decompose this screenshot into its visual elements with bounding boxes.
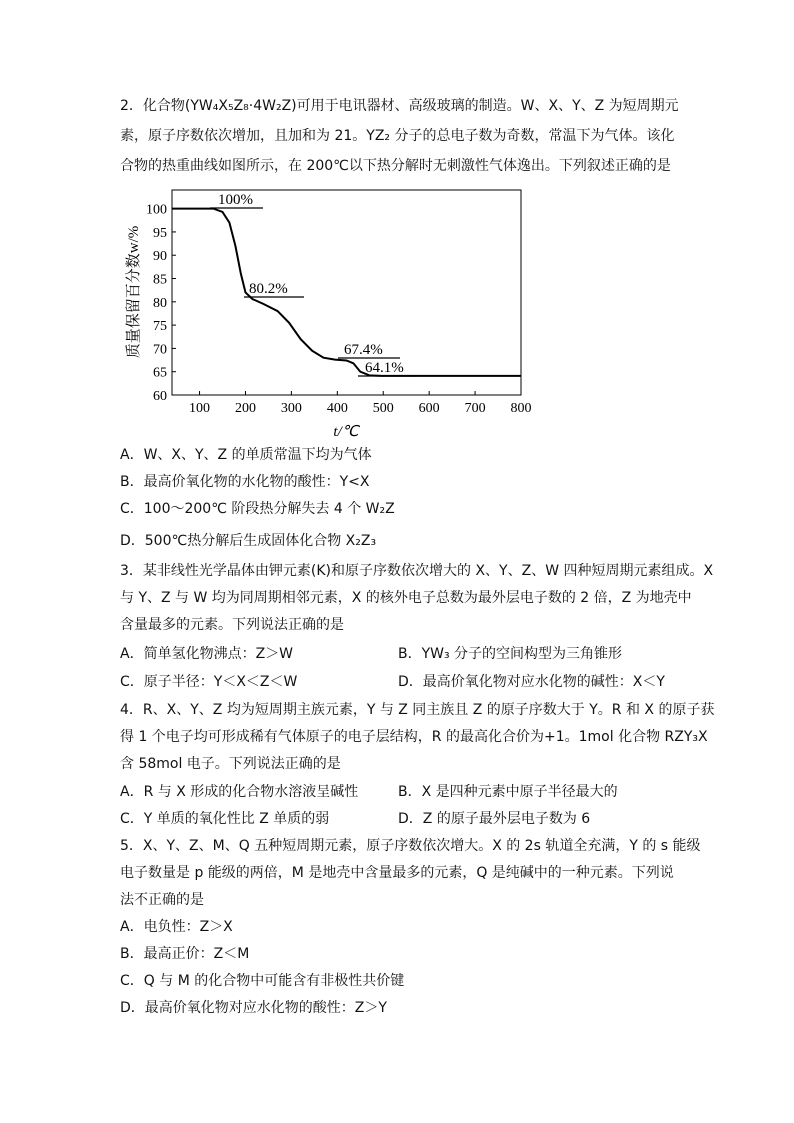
annotation-label: 80.2% bbox=[249, 281, 288, 297]
q3-option-b[interactable]: B．YW₃ 分子的空间构型为三角锥形 bbox=[398, 646, 623, 662]
y-axis-label: 质量保留百分数w/% bbox=[126, 225, 142, 359]
y-tick-label: 85 bbox=[153, 272, 167, 288]
y-tick-label: 90 bbox=[153, 249, 167, 265]
x-tick-label: 400 bbox=[326, 401, 348, 416]
annotation-label: 67.4% bbox=[344, 342, 383, 358]
q2-stem-line2: 素，原子序数依次增加，且加和为 21。YZ₂ 分子的总电子数为奇数，常温下为气体。该化 bbox=[120, 128, 675, 144]
x-tick-label: 800 bbox=[510, 401, 532, 416]
q2-option-b[interactable]: B．最高价氧化物的水化物的酸性：Y<X bbox=[120, 474, 370, 490]
q4-option-d[interactable]: D．Z 的原子最外层电子数为 6 bbox=[398, 811, 591, 827]
x-tick-label: 200 bbox=[234, 401, 256, 416]
q3-option-a[interactable]: A．简单氢化物沸点：Z＞W bbox=[120, 646, 294, 662]
x-tick-label: 300 bbox=[280, 401, 302, 416]
q5-stem-line2: 电子数量是 p 能级的两倍，M 是地壳中含量最多的元素，Q 是纯碱中的一种元素。下列说 bbox=[120, 865, 674, 881]
q2-option-a[interactable]: A．W、X、Y、Z 的单质常温下均为气体 bbox=[120, 447, 372, 463]
q3-option-c[interactable]: C．原子半径：Y＜X＜Z＜W bbox=[120, 674, 298, 690]
q5-stem-line3: 法不正确的是 bbox=[120, 892, 204, 908]
q2-stem-line1: 2．化合物(YW₄X₅Z₈·4W₂Z)可用于电讯器材、高级玻璃的制造。W、X、Y、Z 为短周期元 bbox=[120, 98, 679, 114]
x-axis-label: t/℃ bbox=[333, 424, 359, 440]
q2-option-d[interactable]: D．500℃热分解后生成固体化合物 X₂Z₃ bbox=[120, 533, 377, 549]
q2-stem-line3: 合物的热重曲线如图所示，在 200℃以下热分解时无刺激性气体逸出。下列叙述正确的是 bbox=[120, 158, 671, 174]
q3-stem-line3: 含量最多的元素。下列说法正确的是 bbox=[120, 617, 344, 633]
q3-option-d[interactable]: D．最高价氧化物对应水化物的碱性：X＜Y bbox=[398, 674, 665, 690]
q4-option-b[interactable]: B．X 是四种元素中原子半径最大的 bbox=[398, 784, 618, 800]
y-tick-label: 75 bbox=[153, 319, 167, 335]
x-tick-label: 500 bbox=[372, 401, 394, 416]
x-tick-label: 700 bbox=[464, 401, 486, 416]
chart-svg bbox=[118, 182, 548, 444]
q4-option-a[interactable]: A．R 与 X 形成的化合物水溶液呈碱性 bbox=[120, 784, 359, 800]
thermogravimetric-chart bbox=[118, 182, 548, 444]
x-tick-label: 100 bbox=[189, 401, 211, 416]
q4-stem-line2: 得 1 个电子均可形成稀有气体原子的电子层结构，R 的最高化合价为+1。1mol 化合物 RZY₃X bbox=[120, 729, 708, 745]
q3-stem-line1: 3．某非线性光学晶体由钾元素(K)和原子序数依次增大的 X、Y、Z、W 四种短周期元素组成。X bbox=[120, 563, 714, 579]
q5-stem-line1: 5．X、Y、Z、M、Q 五种短周期元素，原子序数依次增大。X 的 2s 轨道全充满，Y 的 s 能级 bbox=[120, 838, 701, 854]
q4-stem-line3: 含 58mol 电子。下列说法正确的是 bbox=[120, 756, 341, 772]
q5-option-d[interactable]: D．最高价氧化物对应水化物的酸性：Z＞Y bbox=[120, 1000, 387, 1016]
y-tick-label: 60 bbox=[153, 389, 167, 404]
plot-frame bbox=[172, 190, 521, 395]
q5-option-c[interactable]: C．Q 与 M 的化合物中可能含有非极性共价键 bbox=[120, 973, 405, 989]
y-tick-label: 65 bbox=[153, 365, 167, 381]
y-tick-label: 80 bbox=[153, 295, 167, 311]
y-tick-label: 70 bbox=[153, 342, 167, 358]
q5-option-a[interactable]: A．电负性：Z＞X bbox=[120, 919, 233, 935]
q2-option-c[interactable]: C．100～200℃ 阶段热分解失去 4 个 W₂Z bbox=[120, 501, 395, 517]
q3-stem-line2: 与 Y、Z 与 W 均为同周期相邻元素，X 的核外电子总数为最外层电子数的 2 倍，Z 为地壳中 bbox=[120, 590, 692, 606]
annotation-label: 100% bbox=[218, 192, 253, 208]
y-tick-label: 100 bbox=[146, 202, 167, 218]
q4-option-c[interactable]: C．Y 单质的氧化性比 Z 单质的弱 bbox=[120, 811, 330, 827]
q5-option-b[interactable]: B．最高正价：Z＜M bbox=[120, 946, 250, 962]
x-tick-label: 600 bbox=[418, 401, 440, 416]
q4-stem-line1: 4．R、X、Y、Z 均为短周期主族元素，Y 与 Z 同主族且 Z 的原子序数大于 Y。R 和 X 的原子获 bbox=[120, 702, 715, 718]
annotation-label: 64.1% bbox=[365, 360, 404, 376]
y-tick-label: 95 bbox=[153, 225, 167, 241]
